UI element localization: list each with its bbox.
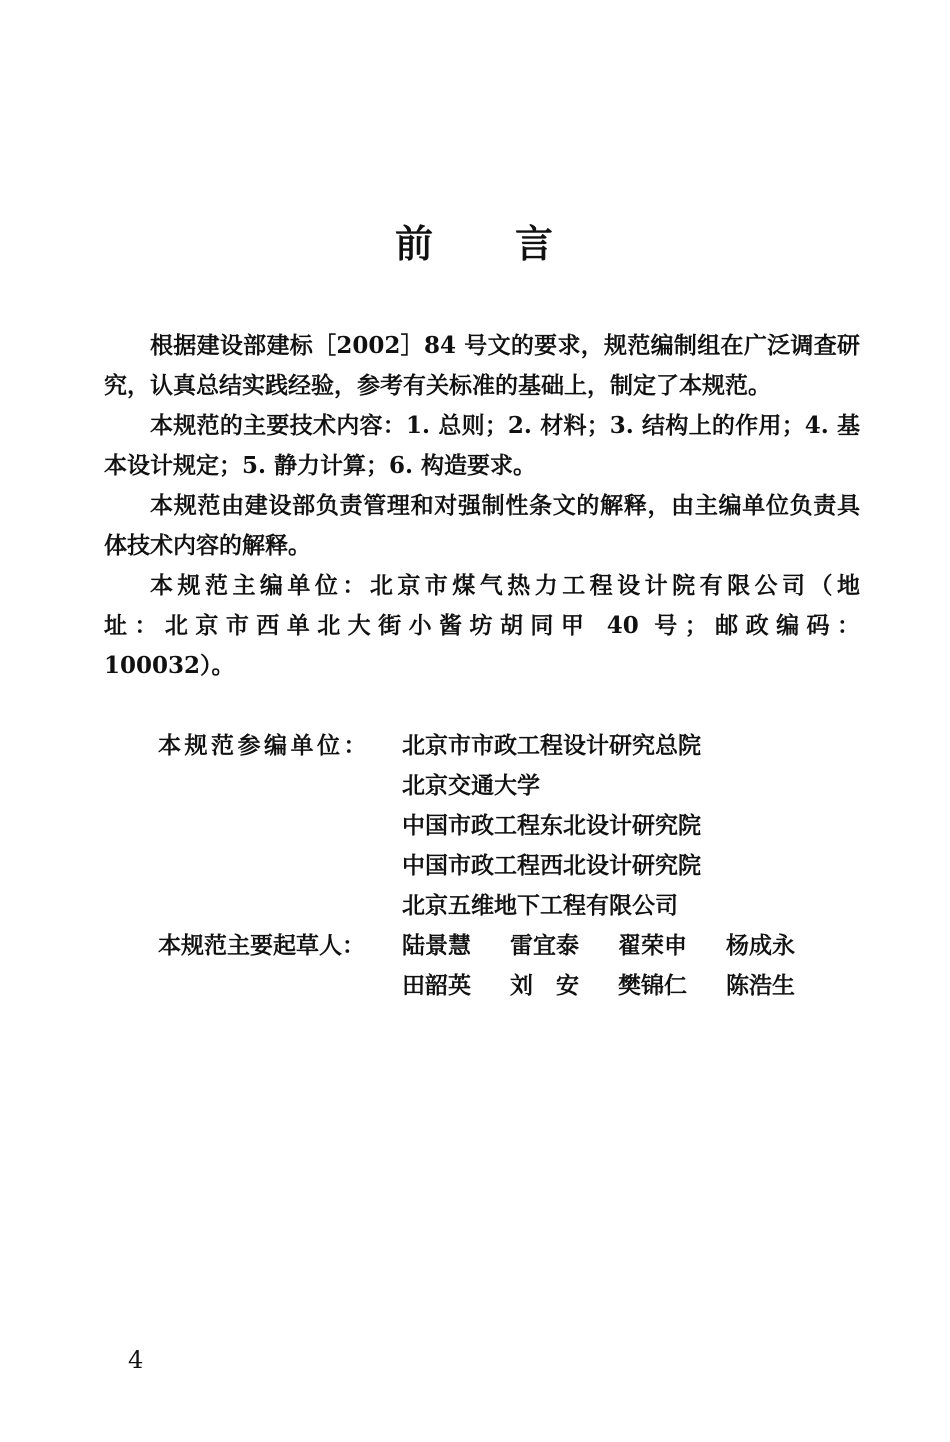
participating-row: [104, 806, 860, 846]
chief-unit-line-1: 本规范主编单位：北京市煤气热力工程设计院有限公司（地: [150, 572, 860, 599]
chief-unit-line-2: 址：北京市西单北大街小酱坊胡同甲 40 号；邮政编码：: [104, 612, 860, 639]
drafter-name: 陆景慧: [402, 932, 471, 959]
page-title: 前 言: [394, 221, 555, 266]
drafters-row: [104, 926, 860, 966]
paragraph-management: 本规范由建设部负责管理和对强制性条文的解释，由主编单位负责具体技术内容的解释。: [104, 492, 860, 559]
participating-units: [104, 726, 860, 1006]
page-number: 4: [128, 1346, 144, 1374]
drafter-name: 翟荣申: [618, 932, 687, 959]
participating-row: [104, 886, 860, 926]
drafter-name: 杨成永: [726, 932, 795, 959]
participating-row: [104, 726, 860, 766]
participating-unit: 中国市政工程西北设计研究院: [402, 852, 701, 879]
drafter-name: 樊锦仁: [618, 972, 687, 999]
drafters-names: [402, 926, 860, 966]
body-text: [104, 326, 860, 686]
paragraph-contents: 本规范的主要技术内容：1. 总则；2. 材料；3. 结构上的作用；4. 基本设计规定；5. 静力计算；6. 构造要求。: [104, 412, 860, 479]
chief-unit-line-3: 100032）。: [104, 652, 235, 679]
participating-row: [104, 846, 860, 886]
drafter-name: 陈浩生: [726, 972, 795, 999]
participating-unit: 北京五维地下工程有限公司: [402, 892, 678, 919]
drafters-row: [104, 966, 860, 1006]
participating-unit: 中国市政工程东北设计研究院: [402, 812, 701, 839]
participating-unit: 北京市市政工程设计研究总院: [402, 732, 701, 759]
drafters-label: 本规范主要起草人：: [158, 932, 365, 959]
paragraph-basis: 根据建设部建标［2002］84 号文的要求，规范编制组在广泛调查研究，认真总结实践经验，参考有关标准的基础上，制定了本规范。: [104, 332, 860, 399]
drafter-name: 雷宜泰: [510, 932, 579, 959]
participating-unit: 北京交通大学: [402, 772, 540, 799]
participating-label: 本规范参编单位：: [158, 732, 370, 759]
drafters-names: [402, 966, 860, 1006]
drafter-name: 田韶英: [402, 972, 471, 999]
participating-row: [104, 766, 860, 806]
drafter-name: 刘 安: [510, 972, 579, 999]
